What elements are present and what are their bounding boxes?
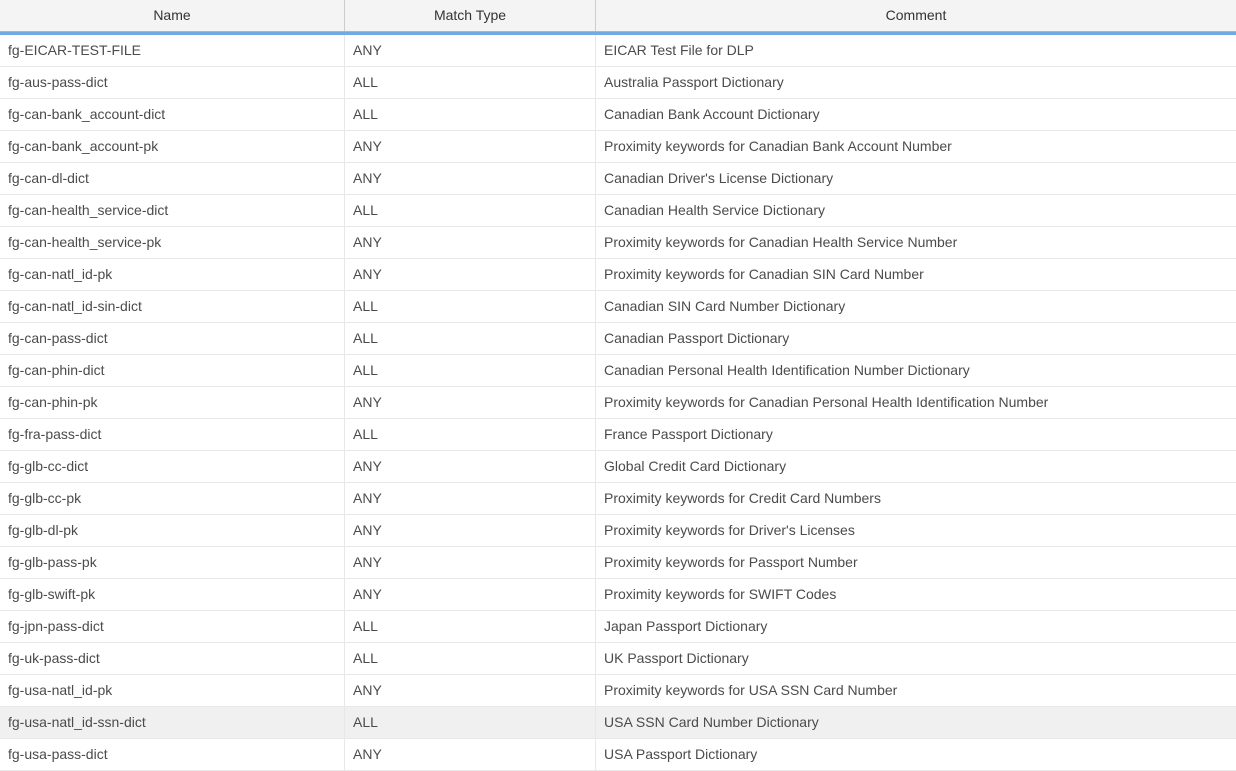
- name-cell: fg-glb-cc-pk: [0, 483, 345, 514]
- comment-cell: Canadian SIN Card Number Dictionary: [604, 298, 846, 314]
- table-row[interactable]: [0, 99, 1236, 131]
- comment-cell: Canadian Bank Account Dictionary: [604, 106, 820, 122]
- comment-cell: Australia Passport Dictionary: [604, 74, 784, 90]
- comment-cell: Global Credit Card Dictionary: [604, 458, 787, 474]
- table-row[interactable]: [0, 387, 1236, 419]
- name-cell: fg-uk-pass-dict: [0, 643, 345, 674]
- name-cell: fg-can-natl_id-sin-dict: [0, 291, 345, 322]
- table-row[interactable]: [0, 355, 1236, 387]
- comment-cell: Canadian Passport Dictionary: [604, 330, 790, 346]
- name-cell: fg-glb-cc-dict: [0, 451, 345, 482]
- table-row[interactable]: [0, 515, 1236, 547]
- table-row[interactable]: [0, 547, 1236, 579]
- column-header-comment[interactable]: Comment: [885, 7, 947, 23]
- table-row[interactable]: [0, 643, 1236, 675]
- comment-cell: Canadian Driver's License Dictionary: [604, 170, 834, 186]
- name-cell: fg-can-bank_account-pk: [0, 131, 345, 162]
- table-row[interactable]: [0, 579, 1236, 611]
- comment-cell: Proximity keywords for Canadian Health Service Number: [604, 234, 958, 250]
- name-cell: fg-glb-swift-pk: [0, 579, 345, 610]
- name-cell: fg-glb-pass-pk: [0, 547, 345, 578]
- name-cell: fg-usa-natl_id-ssn-dict: [0, 707, 345, 738]
- name-cell: fg-can-bank_account-dict: [0, 99, 345, 130]
- table-row[interactable]: [0, 35, 1236, 67]
- match-type-cell: ANY: [345, 451, 596, 482]
- comment-cell: Proximity keywords for Canadian SIN Card Number: [604, 266, 924, 282]
- comment-cell: Proximity keywords for Driver's Licenses: [604, 522, 855, 538]
- name-cell: fg-can-phin-pk: [0, 387, 345, 418]
- match-type-cell: ALL: [345, 643, 596, 674]
- comment-cell: France Passport Dictionary: [604, 426, 773, 442]
- match-type-cell: ALL: [345, 67, 596, 98]
- match-type-cell: ALL: [345, 99, 596, 130]
- comment-cell: UK Passport Dictionary: [604, 650, 749, 666]
- match-type-cell: ANY: [345, 739, 596, 770]
- comment-cell: Canadian Health Service Dictionary: [604, 202, 825, 218]
- name-cell: fg-glb-dl-pk: [0, 515, 345, 546]
- table-row[interactable]: [0, 131, 1236, 163]
- name-cell: fg-can-health_service-dict: [0, 195, 345, 226]
- match-type-cell: ANY: [345, 579, 596, 610]
- table-row[interactable]: [0, 291, 1236, 323]
- name-cell: fg-can-natl_id-pk: [0, 259, 345, 290]
- comment-cell: EICAR Test File for DLP: [604, 42, 754, 58]
- table-row[interactable]: [0, 483, 1236, 515]
- match-type-cell: ALL: [345, 707, 596, 738]
- match-type-cell: ALL: [345, 355, 596, 386]
- name-cell: fg-fra-pass-dict: [0, 419, 345, 450]
- match-type-cell: ALL: [345, 195, 596, 226]
- table-row[interactable]: [0, 739, 1236, 771]
- comment-cell: Proximity keywords for SWIFT Codes: [604, 586, 837, 602]
- match-type-cell: ANY: [345, 259, 596, 290]
- table-row[interactable]: [0, 707, 1236, 739]
- comment-cell: Proximity keywords for Passport Number: [604, 554, 858, 570]
- match-type-cell: ALL: [345, 419, 596, 450]
- name-cell: fg-can-dl-dict: [0, 163, 345, 194]
- table-row[interactable]: [0, 259, 1236, 291]
- match-type-cell: ANY: [345, 163, 596, 194]
- name-cell: fg-can-health_service-pk: [0, 227, 345, 258]
- table-body: [0, 35, 1236, 771]
- match-type-cell: ANY: [345, 227, 596, 258]
- comment-cell: Proximity keywords for Credit Card Numbers: [604, 490, 881, 506]
- match-type-cell: ANY: [345, 387, 596, 418]
- column-header-name[interactable]: Name: [0, 0, 345, 31]
- table-row[interactable]: [0, 163, 1236, 195]
- match-type-cell: ANY: [345, 547, 596, 578]
- table-row[interactable]: [0, 611, 1236, 643]
- match-type-cell: ALL: [345, 291, 596, 322]
- match-type-cell: ANY: [345, 35, 596, 66]
- comment-cell: Proximity keywords for USA SSN Card Number: [604, 682, 898, 698]
- table-row[interactable]: [0, 67, 1236, 99]
- comment-cell: USA SSN Card Number Dictionary: [604, 714, 819, 730]
- match-type-cell: ANY: [345, 515, 596, 546]
- comment-cell: Canadian Personal Health Identification Number Dictionary: [604, 362, 970, 378]
- name-cell: fg-EICAR-TEST-FILE: [0, 35, 345, 66]
- match-type-cell: ALL: [345, 611, 596, 642]
- name-cell: fg-can-phin-dict: [0, 355, 345, 386]
- match-type-cell: ANY: [345, 483, 596, 514]
- name-cell: fg-usa-pass-dict: [0, 739, 345, 770]
- name-cell: fg-jpn-pass-dict: [0, 611, 345, 642]
- match-type-cell: ALL: [345, 323, 596, 354]
- table-header-row: [0, 0, 1236, 32]
- name-cell: fg-aus-pass-dict: [0, 67, 345, 98]
- column-header-match-type[interactable]: Match Type: [345, 0, 596, 31]
- table-row[interactable]: [0, 419, 1236, 451]
- comment-cell: USA Passport Dictionary: [604, 746, 758, 762]
- table-row[interactable]: [0, 451, 1236, 483]
- comment-cell: Proximity keywords for Canadian Personal Health Identification Number: [604, 394, 1049, 410]
- match-type-cell: ANY: [345, 675, 596, 706]
- match-type-cell: ANY: [345, 131, 596, 162]
- table-row[interactable]: [0, 323, 1236, 355]
- comment-cell: Japan Passport Dictionary: [604, 618, 768, 634]
- comment-cell: Proximity keywords for Canadian Bank Account Number: [604, 138, 952, 154]
- table-row[interactable]: [0, 195, 1236, 227]
- name-cell: fg-usa-natl_id-pk: [0, 675, 345, 706]
- table-row[interactable]: [0, 227, 1236, 259]
- table-row[interactable]: [0, 675, 1236, 707]
- name-cell: fg-can-pass-dict: [0, 323, 345, 354]
